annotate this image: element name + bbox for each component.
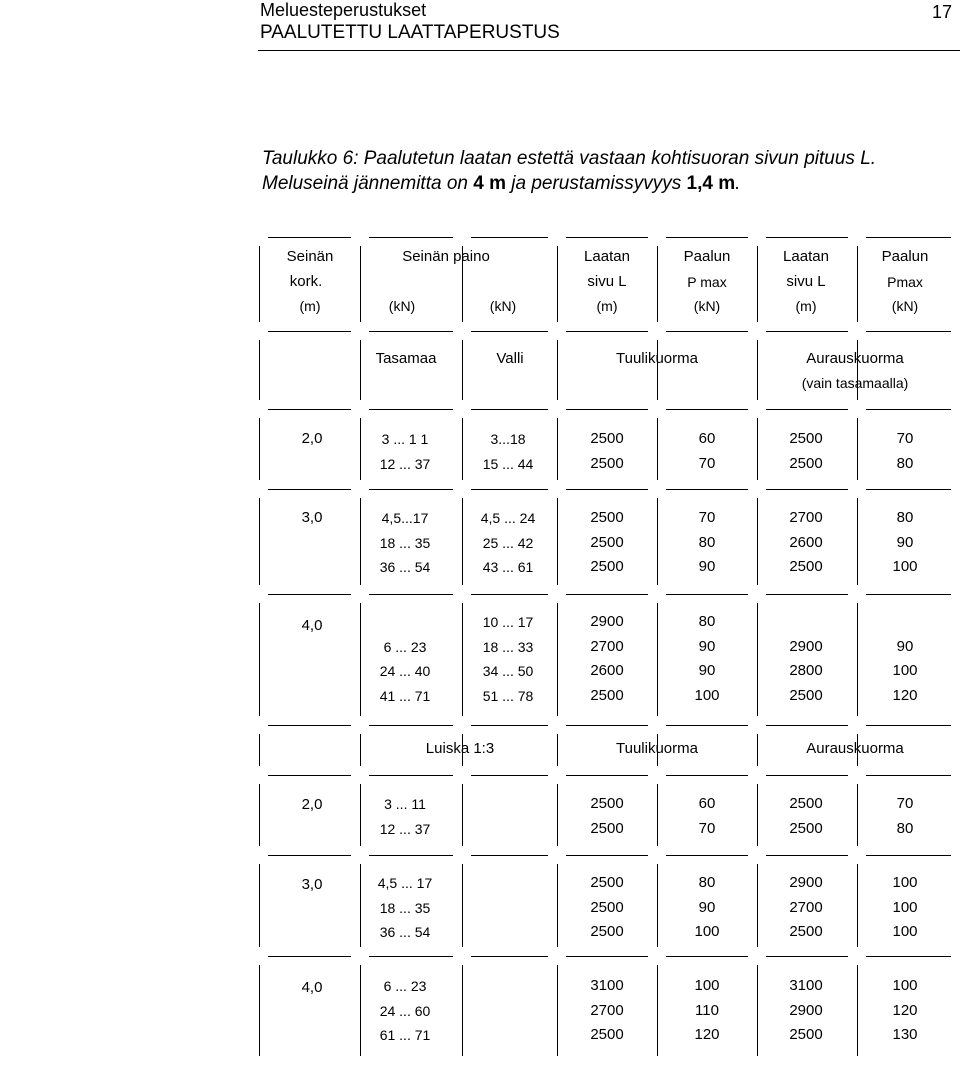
grid-vertical-line <box>757 246 758 322</box>
grid-vertical-line <box>462 864 463 947</box>
table-caption-line1: Taulukko 6: Paalutetun laatan estettä vastaan kohtisuoran sivun pituus L. <box>262 148 877 169</box>
grid-vertical-line <box>857 246 858 322</box>
grid-horizontal-line <box>471 594 548 595</box>
grid-horizontal-line <box>766 956 848 957</box>
grid-vertical-line <box>757 965 758 1056</box>
grid-horizontal-line <box>471 855 548 856</box>
grid-horizontal-line <box>666 489 748 490</box>
grid-horizontal-line <box>866 331 951 332</box>
grid-vertical-line <box>557 246 558 322</box>
table-cell-P1: 90 <box>698 898 716 916</box>
grid-horizontal-line <box>268 956 351 957</box>
grid-horizontal-line <box>566 409 648 410</box>
grid-horizontal-line <box>866 237 951 238</box>
table-cell-p2: 25 ... 42 <box>482 534 534 551</box>
col1-head-2: kork. <box>289 273 323 290</box>
table-cell-P2: 100 <box>892 558 918 575</box>
grid-horizontal-line <box>369 409 453 410</box>
grid-vertical-line <box>857 864 858 947</box>
table-cell-L1: 2500 <box>590 430 624 447</box>
grid-horizontal-line <box>566 775 648 776</box>
table-cell-p2: 3...18 <box>490 431 526 447</box>
height-cell: 2,0 <box>301 430 323 447</box>
grid-vertical-line <box>259 246 260 322</box>
grid-horizontal-line <box>866 775 951 776</box>
grid-vertical-line <box>857 784 858 846</box>
table-cell-L1: 2500 <box>590 509 624 526</box>
table-cell-L2: 2800 <box>789 662 823 679</box>
grid-vertical-line <box>557 498 558 585</box>
table-cell-P2: 80 <box>896 819 914 837</box>
grid-horizontal-line <box>369 489 453 490</box>
table-cell-L2: 2700 <box>789 509 823 526</box>
table-cell-p1: 4,5...17 <box>381 510 429 526</box>
table-cell-L1: 2500 <box>590 795 624 812</box>
table-cell-P1: 100 <box>694 977 720 994</box>
table-cell-p2: 51 ... 78 <box>482 687 534 704</box>
table-cell-P1: 70 <box>698 454 716 472</box>
grid-vertical-line <box>360 603 361 716</box>
grid-vertical-line <box>657 498 658 585</box>
grid-vertical-line <box>462 498 463 585</box>
grid-horizontal-line <box>666 725 748 726</box>
grid-horizontal-line <box>268 855 351 856</box>
table-cell-L1: 2500 <box>590 454 624 472</box>
col6-unit: (m) <box>795 298 817 314</box>
grid-horizontal-line <box>766 775 848 776</box>
height-cell: 4,0 <box>301 617 323 634</box>
table-cell-P1: 100 <box>694 686 720 704</box>
label-valli: Valli <box>496 350 524 367</box>
table-cell-P1: 120 <box>694 1026 720 1043</box>
table-cell-P2: 80 <box>896 454 914 472</box>
grid-horizontal-line <box>866 489 951 490</box>
table-cell-p2: 34 ... 50 <box>482 663 534 679</box>
height-cell: 4,0 <box>301 979 323 996</box>
grid-vertical-line <box>757 498 758 585</box>
grid-vertical-line <box>360 965 361 1056</box>
table-cell-p2: 18 ... 33 <box>482 638 534 655</box>
grid-vertical-line <box>657 965 658 1056</box>
grid-horizontal-line <box>866 594 951 595</box>
table-cell-L2: 2900 <box>789 637 823 655</box>
table-cell-L1: 2500 <box>590 819 624 837</box>
grid-horizontal-line <box>369 956 453 957</box>
grid-vertical-line <box>857 498 858 585</box>
grid-vertical-line <box>657 603 658 716</box>
table-cell-P1: 80 <box>698 874 716 891</box>
grid-vertical-line <box>657 784 658 846</box>
table-cell-p1: 3 ... 1 1 <box>381 431 429 447</box>
grid-horizontal-line <box>666 594 748 595</box>
depth-value: 1,4 m <box>686 173 736 194</box>
grid-horizontal-line <box>766 409 848 410</box>
grid-horizontal-line <box>369 594 453 595</box>
table-cell-L2: 2700 <box>789 898 823 916</box>
col6-head-1: Laatan <box>783 248 829 265</box>
grid-vertical-line <box>259 418 260 480</box>
height-cell: 2,0 <box>301 796 323 813</box>
table-cell-P2: 100 <box>892 874 918 891</box>
grid-horizontal-line <box>666 855 748 856</box>
grid-horizontal-line <box>766 594 848 595</box>
grid-vertical-line <box>757 784 758 846</box>
table-cell-p1: 4,5 ... 17 <box>377 875 433 891</box>
table-cell-P2: 90 <box>896 533 914 551</box>
grid-horizontal-line <box>566 855 648 856</box>
span-value: 4 m <box>473 173 506 194</box>
grid-vertical-line <box>657 864 658 947</box>
grid-horizontal-line <box>471 489 548 490</box>
table-cell-L2: 2500 <box>789 558 823 575</box>
table-cell-L1: 2500 <box>590 923 624 940</box>
table-cell-p1: 3 ... 11 <box>384 796 426 812</box>
table-cell-p1: 24 ... 60 <box>379 1002 431 1019</box>
table-cell-p1: 12 ... 37 <box>379 455 431 472</box>
table-caption-line2: Meluseinä jännemitta on 4 m ja perustamissyvyys 1,4 m. <box>262 173 741 194</box>
grid-vertical-line <box>462 784 463 846</box>
col7-head-1: Paalun <box>881 248 929 265</box>
table-cell-P2: 70 <box>896 430 914 447</box>
table-cell-L2: 2500 <box>789 795 823 812</box>
grid-horizontal-line <box>268 725 351 726</box>
grid-horizontal-line <box>471 775 548 776</box>
grid-vertical-line <box>462 340 463 400</box>
height-cell: 3,0 <box>301 876 323 893</box>
grid-vertical-line <box>462 965 463 1056</box>
table-cell-L1: 2700 <box>590 1001 624 1019</box>
table-cell-p2: 10 ... 17 <box>482 614 534 630</box>
grid-horizontal-line <box>666 409 748 410</box>
col2-head: Seinän paino <box>402 248 490 265</box>
table-cell-p2: 43 ... 61 <box>482 559 534 575</box>
col1-unit: (m) <box>299 298 321 314</box>
grid-horizontal-line <box>866 956 951 957</box>
grid-vertical-line <box>360 498 361 585</box>
col4-head-2: sivu L <box>587 273 627 290</box>
table-cell-P2: 80 <box>896 509 914 526</box>
grid-horizontal-line <box>566 725 648 726</box>
grid-vertical-line <box>259 498 260 585</box>
grid-horizontal-line <box>766 725 848 726</box>
col7-unit: (kN) <box>891 298 919 314</box>
grid-vertical-line <box>757 340 758 400</box>
table-cell-L2: 2900 <box>789 1001 823 1019</box>
table-cell-L2: 2500 <box>789 430 823 447</box>
grid-vertical-line <box>259 603 260 716</box>
table-cell-P1: 90 <box>698 558 716 575</box>
table-cell-P1: 70 <box>698 509 716 526</box>
table-cell-L2: 2500 <box>789 819 823 837</box>
label-luiska: Luiska 1:3 <box>425 740 495 757</box>
label-aurauskuorma-note: (vain tasamaalla) <box>801 375 909 391</box>
grid-horizontal-line <box>566 237 648 238</box>
table-cell-L2: 2600 <box>789 533 823 551</box>
grid-vertical-line <box>857 418 858 480</box>
grid-vertical-line <box>259 864 260 947</box>
col1-head-1: Seinän <box>286 248 334 265</box>
grid-vertical-line <box>557 418 558 480</box>
grid-horizontal-line <box>666 331 748 332</box>
grid-horizontal-line <box>666 237 748 238</box>
grid-horizontal-line <box>369 331 453 332</box>
running-title: Meluesteperustukset <box>260 0 427 20</box>
table-cell-L1: 2500 <box>590 874 624 891</box>
table-cell-P2: 70 <box>896 795 914 812</box>
table-cell-P1: 90 <box>698 637 716 655</box>
grid-horizontal-line <box>766 237 848 238</box>
table-cell-p2: 4,5 ... 24 <box>480 510 536 526</box>
grid-vertical-line <box>360 784 361 846</box>
grid-vertical-line <box>757 418 758 480</box>
table-cell-L1: 2500 <box>590 1026 624 1043</box>
table-cell-L1: 2500 <box>590 898 624 916</box>
table-cell-P1: 60 <box>698 430 716 447</box>
grid-horizontal-line <box>471 331 548 332</box>
table-cell-p1: 61 ... 71 <box>379 1027 431 1043</box>
table-cell-p2: 15 ... 44 <box>482 455 534 472</box>
col6-head-2: sivu L <box>786 273 826 290</box>
grid-vertical-line <box>462 418 463 480</box>
page-number: 17 <box>931 2 952 22</box>
grid-horizontal-line <box>369 237 453 238</box>
grid-vertical-line <box>757 603 758 716</box>
table-cell-p1: 24 ... 40 <box>379 663 431 679</box>
col7-head-2: Pmax <box>887 274 923 290</box>
height-cell: 3,0 <box>301 509 323 526</box>
table-cell-L2: 2500 <box>789 454 823 472</box>
grid-horizontal-line <box>666 775 748 776</box>
grid-horizontal-line <box>268 489 351 490</box>
grid-vertical-line <box>360 418 361 480</box>
label-aurauskuorma-1: Aurauskuorma <box>806 350 904 367</box>
grid-horizontal-line <box>766 489 848 490</box>
grid-vertical-line <box>360 734 361 766</box>
table-cell-P1: 80 <box>698 613 716 630</box>
grid-vertical-line <box>259 340 260 400</box>
table-cell-P2: 100 <box>892 898 918 916</box>
section-title: PAALUTETTU LAATTAPERUSTUS <box>260 22 560 43</box>
grid-vertical-line <box>259 965 260 1056</box>
table-cell-P1: 90 <box>698 662 716 679</box>
grid-vertical-line <box>557 340 558 400</box>
label-tuulikuorma-1: Tuulikuorma <box>616 350 698 367</box>
table-cell-P2: 100 <box>892 662 918 679</box>
table-cell-p1: 36 ... 54 <box>379 924 431 940</box>
table-cell-P2: 120 <box>892 1001 918 1019</box>
grid-vertical-line <box>557 784 558 846</box>
grid-horizontal-line <box>566 956 648 957</box>
grid-horizontal-line <box>566 331 648 332</box>
grid-horizontal-line <box>866 409 951 410</box>
grid-vertical-line <box>757 864 758 947</box>
grid-horizontal-line <box>268 775 351 776</box>
table-cell-L1: 2700 <box>590 637 624 655</box>
table-cell-L2: 2500 <box>789 1026 823 1043</box>
grid-vertical-line <box>360 340 361 400</box>
table-cell-L1: 2500 <box>590 533 624 551</box>
table-cell-P1: 80 <box>698 533 716 551</box>
table-cell-P1: 60 <box>698 795 716 812</box>
label-tuulikuorma-2: Tuulikuorma <box>616 740 698 757</box>
table-cell-P1: 100 <box>694 923 720 940</box>
col5-head-1: Paalun <box>683 248 731 265</box>
grid-vertical-line <box>557 864 558 947</box>
grid-horizontal-line <box>268 594 351 595</box>
col2-unit-a: (kN) <box>388 298 416 314</box>
grid-horizontal-line <box>268 331 351 332</box>
grid-horizontal-line <box>369 725 453 726</box>
table-cell-p1: 36 ... 54 <box>379 559 431 575</box>
table-cell-P2: 130 <box>892 1026 918 1043</box>
table-cell-p1: 18 ... 35 <box>379 534 431 551</box>
label-aurauskuorma-2: Aurauskuorma <box>806 740 904 757</box>
table-cell-L1: 2900 <box>590 613 624 630</box>
table-cell-L2: 3100 <box>789 977 823 994</box>
table-cell-L1: 3100 <box>590 977 624 994</box>
grid-vertical-line <box>360 246 361 322</box>
table-cell-p1: 41 ... 71 <box>379 687 431 704</box>
table-cell-L2: 2500 <box>789 686 823 704</box>
label-tasamaa: Tasamaa <box>375 350 437 367</box>
grid-horizontal-line <box>866 725 951 726</box>
grid-horizontal-line <box>666 956 748 957</box>
grid-horizontal-line <box>766 855 848 856</box>
grid-horizontal-line <box>369 775 453 776</box>
grid-horizontal-line <box>566 594 648 595</box>
col5-unit: (kN) <box>693 298 721 314</box>
table-cell-L2: 2900 <box>789 874 823 891</box>
header-rule <box>258 50 960 51</box>
col4-head-1: Laatan <box>584 248 630 265</box>
grid-vertical-line <box>857 603 858 716</box>
grid-vertical-line <box>757 734 758 766</box>
grid-vertical-line <box>259 734 260 766</box>
col4-unit: (m) <box>596 298 618 314</box>
grid-vertical-line <box>360 864 361 947</box>
table-cell-P1: 110 <box>695 1001 719 1019</box>
table-cell-P2: 90 <box>896 637 914 655</box>
grid-horizontal-line <box>471 237 548 238</box>
grid-vertical-line <box>557 734 558 766</box>
grid-vertical-line <box>557 603 558 716</box>
grid-horizontal-line <box>866 855 951 856</box>
table-cell-p1: 6 ... 23 <box>383 638 427 655</box>
table-cell-P2: 100 <box>892 923 918 940</box>
grid-horizontal-line <box>566 489 648 490</box>
grid-horizontal-line <box>471 725 548 726</box>
grid-vertical-line <box>557 965 558 1056</box>
grid-vertical-line <box>657 418 658 480</box>
grid-horizontal-line <box>369 855 453 856</box>
table-cell-p1: 12 ... 37 <box>379 820 431 837</box>
table-cell-p1: 6 ... 23 <box>383 978 427 994</box>
grid-vertical-line <box>259 784 260 846</box>
grid-horizontal-line <box>268 237 351 238</box>
table-cell-P2: 100 <box>892 977 918 994</box>
grid-vertical-line <box>462 603 463 716</box>
grid-horizontal-line <box>268 409 351 410</box>
table-cell-L1: 2600 <box>590 662 624 679</box>
grid-vertical-line <box>857 965 858 1056</box>
table-cell-L1: 2500 <box>590 686 624 704</box>
table-cell-L2: 2500 <box>789 923 823 940</box>
table-cell-p1: 18 ... 35 <box>379 899 431 916</box>
grid-horizontal-line <box>471 956 548 957</box>
table-cell-P1: 70 <box>698 819 716 837</box>
grid-horizontal-line <box>766 331 848 332</box>
grid-horizontal-line <box>471 409 548 410</box>
table-cell-P2: 120 <box>892 686 918 704</box>
col5-head-2: P max <box>687 274 727 290</box>
table-cell-L1: 2500 <box>590 558 624 575</box>
grid-vertical-line <box>657 246 658 322</box>
col2-unit-b: (kN) <box>489 298 517 314</box>
